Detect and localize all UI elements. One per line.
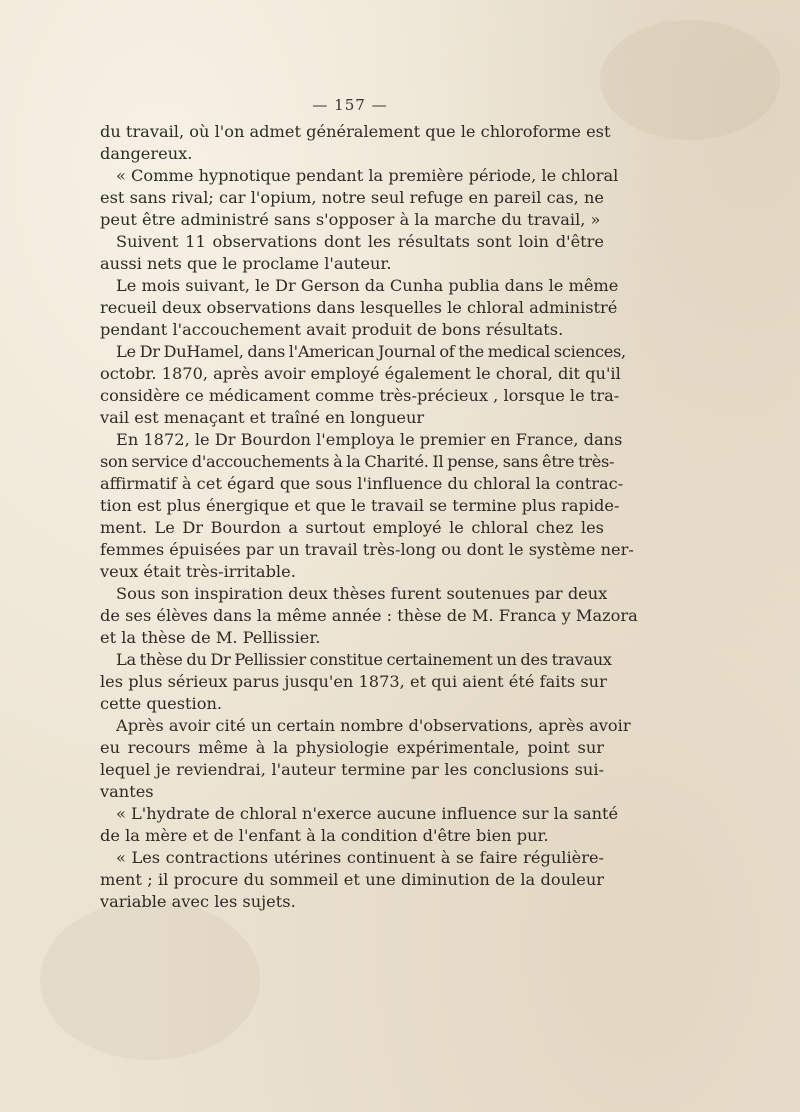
text-line: « L'hydrate de chloral n'exerce aucune influence sur la santé [116, 804, 619, 823]
text-line: les plus sérieux parus jusqu'en 1873, et qui aient été faits sur [100, 672, 607, 691]
text-line: « Comme hypnotique pendant la première période, le chloral [116, 166, 619, 185]
text-line: veux était très-irritable. [100, 562, 296, 581]
text-line: Le mois suivant, le Dr Gerson da Cunha publia dans le même [116, 276, 619, 295]
body-text [100, 121, 638, 913]
text-line: octobr. 1870, après avoir employé également le choral, dit qu'il [100, 364, 621, 383]
text-line: Après avoir cité un certain nombre d'observations, après avoir [116, 716, 631, 735]
text-line: ment. Le Dr Bourdon a surtout employé le chloral chez les [100, 518, 604, 537]
paper-stain [600, 20, 780, 140]
text-line: Sous son inspiration deux thèses furent soutenues par deux [116, 584, 608, 603]
text-line: de la mère et de l'enfant à la condition d'être bien pur. [100, 826, 549, 845]
text-line: Le Dr DuHamel, dans l'American Journal of the medical sciences, [116, 342, 626, 361]
text-line: vail est menaçant et traîné en longueur [100, 408, 425, 427]
text-line: considère ce médicament comme très-précieux , lorsque le tra- [100, 386, 620, 405]
text-line: tion est plus énergique et que le travail se termine plus rapide- [100, 496, 620, 515]
text-line: recueil deux observations dans lesquelles le chloral administré [100, 298, 618, 317]
text-line: eu recours même à la physiologie expérimentale, point sur [100, 738, 604, 757]
text-line: et la thèse de M. Pellissier. [100, 628, 321, 647]
paper-stain [40, 900, 260, 1060]
text-line: son service d'accouchements à la Charité. Il pense, sans être très- [100, 452, 615, 471]
text-line: cette question. [100, 694, 223, 713]
text-line: Suivent 11 observations dont les résultats sont loin d'être [116, 232, 604, 251]
text-line: ment ; il procure du sommeil et une diminution de la douleur [100, 870, 604, 889]
text-line: aussi nets que le proclame l'auteur. [100, 254, 392, 273]
text-line: dangereux. [100, 144, 193, 163]
text-line: La thèse du Dr Pellissier constitue certainement un des travaux [116, 650, 612, 669]
text-line: affirmatif à cet égard que sous l'influence du chloral la contrac- [100, 474, 624, 493]
text-line: est sans rival; car l'opium, notre seul refuge en pareil cas, ne [100, 188, 604, 207]
text-line: vantes [100, 782, 154, 801]
page-number: — 157 — [312, 96, 388, 114]
text-line: variable avec les sujets. [100, 892, 296, 911]
text-line: « Les contractions utérines continuent à se faire régulière- [116, 848, 604, 867]
text-line: du travail, où l'on admet généralement que le chloroforme est [100, 122, 611, 141]
text-line: En 1872, le Dr Bourdon l'employa le premier en France, dans [116, 430, 623, 449]
text-line: pendant l'accouchement avait produit de bons résultats. [100, 320, 564, 339]
text-line: lequel je reviendrai, l'auteur termine par les conclusions sui- [100, 760, 604, 779]
text-line: de ses élèves dans la même année : thèse de M. Franca y Mazora [100, 606, 638, 625]
text-line: femmes épuisées par un travail très-long ou dont le système ner- [100, 540, 634, 559]
text-line: peut être administré sans s'opposer à la marche du travail, » [100, 210, 601, 229]
